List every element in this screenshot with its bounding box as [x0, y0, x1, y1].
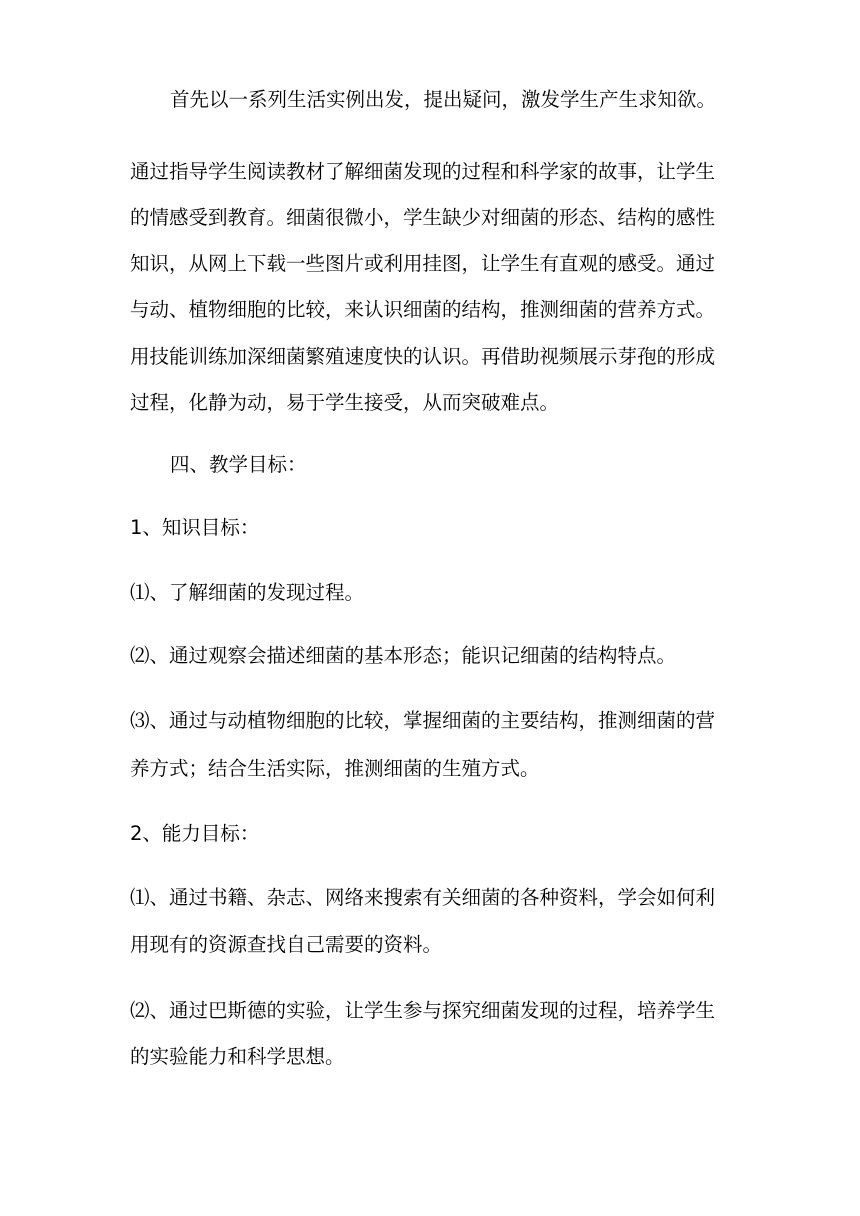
list-item-continuation: 养方式；结合生活实际，推测细菌的生殖方式。 [130, 757, 540, 780]
list-item-continuation: 的实验能力和科学思想。 [130, 1045, 345, 1068]
list-item-continuation: 用现有的资源查找自己需要的资料。 [130, 933, 443, 956]
subsection-heading: 2、能力目标： [130, 822, 260, 845]
paragraph-line: 的情感受到教育。细菌很微小，学生缺少对细菌的形态、结构的感性 [130, 206, 716, 229]
paragraph-line: 与动、植物细胞的比较，来认识细菌的结构，推测细菌的营养方式。 [130, 298, 716, 321]
paragraph-line: 用技能训练加深细菌繁殖速度快的认识。再借助视频展示芽孢的形成 [130, 345, 716, 368]
paragraph-line: 通过指导学生阅读教材了解细菌发现的过程和科学家的故事，让学生 [130, 160, 716, 183]
paragraph-line: 首先以一系列生活实例出发，提出疑问，激发学生产生求知欲。 [170, 88, 717, 111]
list-item: ⑵、通过观察会描述细菌的基本形态；能识记细菌的结构特点。 [130, 644, 677, 667]
paragraph-line: 过程，化静为动，易于学生接受，从而突破难点。 [130, 391, 560, 414]
list-item: ⑵、通过巴斯德的实验，让学生参与探究细菌发现的过程，培养学生 [130, 999, 716, 1022]
subsection-heading: 1、知识目标： [130, 516, 260, 539]
list-item: ⑶、通过与动植物细胞的比较，掌握细菌的主要结构，推测细菌的营 [130, 709, 716, 732]
list-item: ⑴、通过书籍、杂志、网络来搜索有关细菌的各种资料，学会如何利 [130, 886, 716, 909]
list-item: ⑴、了解细菌的发现过程。 [130, 581, 365, 604]
section-heading: 四、教学目标： [170, 453, 307, 476]
paragraph-line: 知识，从网上下载一些图片或利用挂图，让学生有直观的感受。通过 [130, 252, 716, 275]
